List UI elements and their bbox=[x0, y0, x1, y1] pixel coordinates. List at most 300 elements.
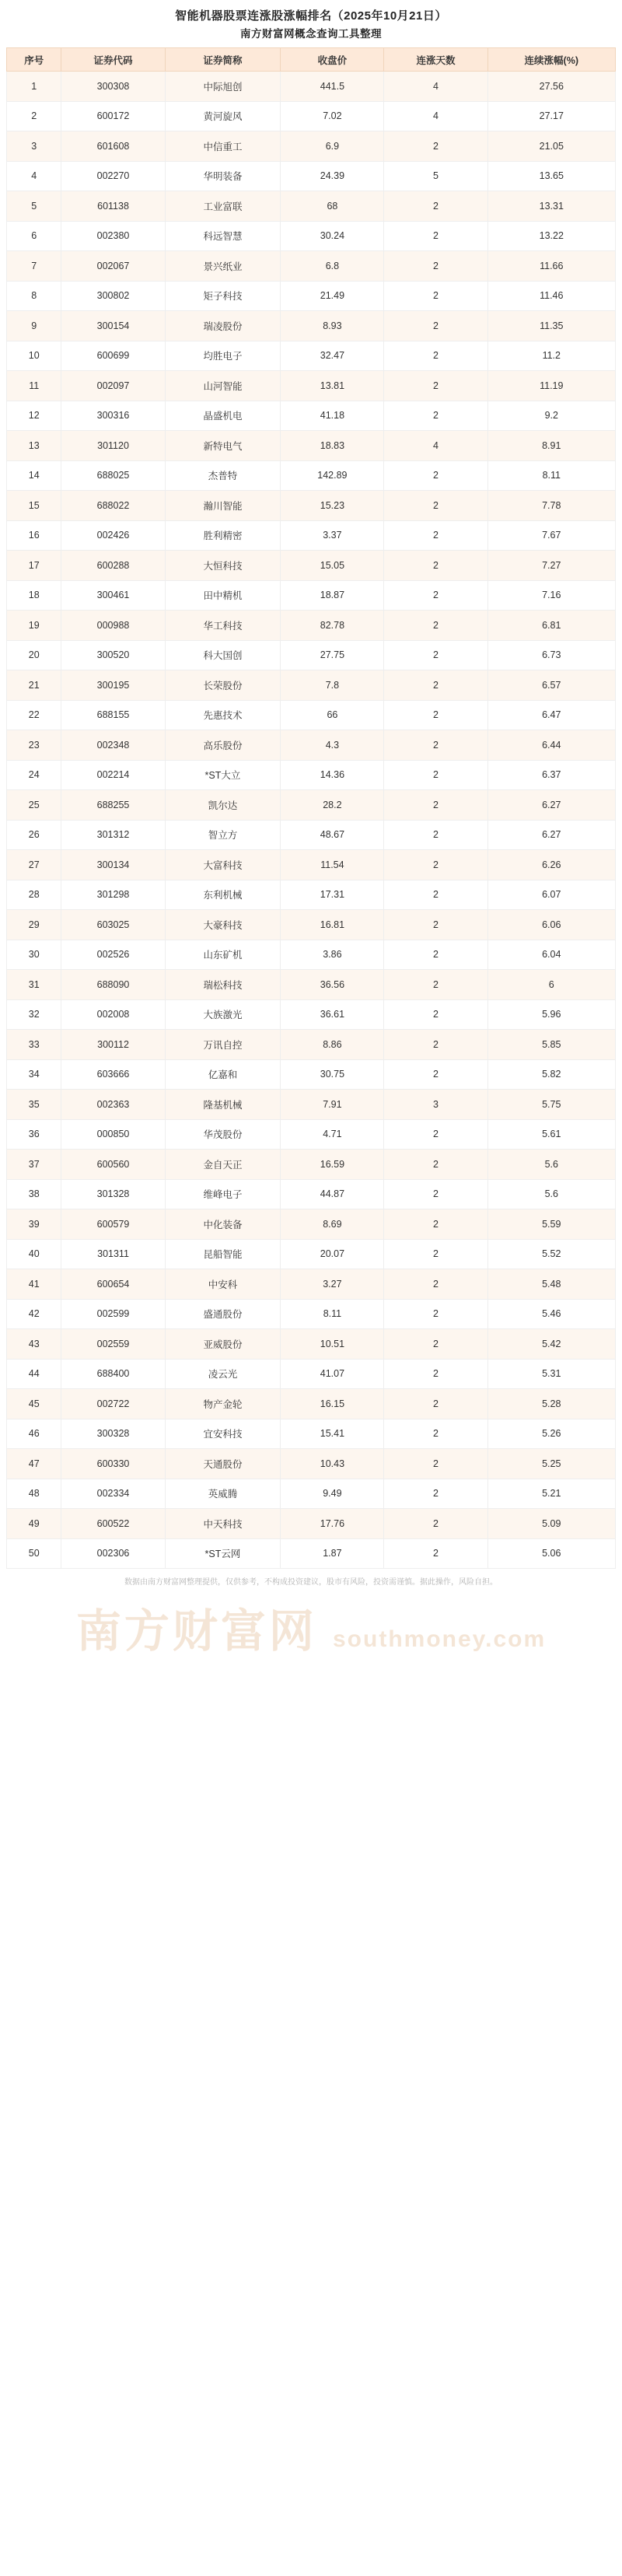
cell-index: 47 bbox=[7, 1449, 61, 1479]
cell-up-days: 2 bbox=[384, 491, 487, 521]
cell-up-days: 2 bbox=[384, 1509, 487, 1539]
table-row bbox=[7, 1269, 616, 1300]
cell-name: 中化装备 bbox=[165, 1209, 281, 1240]
cell-index: 27 bbox=[7, 850, 61, 880]
cell-up-days: 2 bbox=[384, 1329, 487, 1360]
page-subtitle: 南方财富网概念查询工具整理 bbox=[240, 28, 382, 40]
cell-name: 山东矿机 bbox=[165, 940, 281, 970]
cell-close-price: 30.75 bbox=[281, 1059, 384, 1090]
cell-gain-pct: 5.52 bbox=[487, 1239, 615, 1269]
cell-close-price: 6.8 bbox=[281, 251, 384, 282]
cell-close-price: 41.07 bbox=[281, 1359, 384, 1389]
cell-name: 山河智能 bbox=[165, 371, 281, 401]
cell-code: 688155 bbox=[61, 700, 165, 730]
table-row bbox=[7, 72, 616, 102]
cell-code: 688025 bbox=[61, 460, 165, 491]
cell-index: 21 bbox=[7, 670, 61, 701]
cell-up-days: 2 bbox=[384, 910, 487, 940]
cell-index: 13 bbox=[7, 431, 61, 461]
table-row bbox=[7, 880, 616, 910]
table-row bbox=[7, 1299, 616, 1329]
table-row bbox=[7, 221, 616, 251]
cell-gain-pct: 5.06 bbox=[487, 1538, 615, 1569]
cell-code: 600172 bbox=[61, 101, 165, 131]
table-row bbox=[7, 611, 616, 641]
cell-name: 瀚川智能 bbox=[165, 491, 281, 521]
cell-close-price: 41.18 bbox=[281, 401, 384, 431]
cell-name: 瑞凌股份 bbox=[165, 311, 281, 341]
cell-up-days: 2 bbox=[384, 999, 487, 1030]
cell-close-price: 7.8 bbox=[281, 670, 384, 701]
cell-gain-pct: 7.78 bbox=[487, 491, 615, 521]
cell-index: 42 bbox=[7, 1299, 61, 1329]
cell-up-days: 2 bbox=[384, 1419, 487, 1449]
cell-index: 2 bbox=[7, 101, 61, 131]
cell-close-price: 17.31 bbox=[281, 880, 384, 910]
cell-up-days: 2 bbox=[384, 1150, 487, 1180]
cell-up-days: 4 bbox=[384, 431, 487, 461]
cell-close-price: 4.3 bbox=[281, 730, 384, 761]
table-row bbox=[7, 1209, 616, 1240]
cell-name: 胜利精密 bbox=[165, 520, 281, 551]
cell-code: 300520 bbox=[61, 640, 165, 670]
cell-code: 688400 bbox=[61, 1359, 165, 1389]
cell-code: 603666 bbox=[61, 1059, 165, 1090]
table-row bbox=[7, 820, 616, 850]
cell-gain-pct: 8.91 bbox=[487, 431, 615, 461]
cell-gain-pct: 6.73 bbox=[487, 640, 615, 670]
cell-gain-pct: 5.6 bbox=[487, 1150, 615, 1180]
cell-index: 1 bbox=[7, 72, 61, 102]
table-row bbox=[7, 131, 616, 162]
cell-up-days: 2 bbox=[384, 551, 487, 581]
cell-gain-pct: 5.75 bbox=[487, 1090, 615, 1120]
table-row bbox=[7, 520, 616, 551]
cell-name: 矩子科技 bbox=[165, 281, 281, 311]
cell-close-price: 20.07 bbox=[281, 1239, 384, 1269]
cell-close-price: 4.71 bbox=[281, 1119, 384, 1150]
cell-index: 14 bbox=[7, 460, 61, 491]
cell-gain-pct: 5.59 bbox=[487, 1209, 615, 1240]
cell-index: 29 bbox=[7, 910, 61, 940]
cell-gain-pct: 11.35 bbox=[487, 311, 615, 341]
cell-up-days: 2 bbox=[384, 221, 487, 251]
cell-name: 中信重工 bbox=[165, 131, 281, 162]
table-row bbox=[7, 850, 616, 880]
cell-up-days: 2 bbox=[384, 1239, 487, 1269]
cell-name: 天通股份 bbox=[165, 1449, 281, 1479]
cell-index: 6 bbox=[7, 221, 61, 251]
cell-gain-pct: 6.57 bbox=[487, 670, 615, 701]
column-header-index: 序号 bbox=[7, 48, 61, 72]
cell-index: 38 bbox=[7, 1179, 61, 1209]
cell-close-price: 8.86 bbox=[281, 1030, 384, 1060]
cell-gain-pct: 5.28 bbox=[487, 1389, 615, 1419]
cell-code: 002008 bbox=[61, 999, 165, 1030]
table-row bbox=[7, 1030, 616, 1060]
table-row bbox=[7, 760, 616, 790]
table-body bbox=[7, 72, 616, 1569]
cell-name: 晶盛机电 bbox=[165, 401, 281, 431]
cell-gain-pct: 6.27 bbox=[487, 790, 615, 821]
table-row bbox=[7, 251, 616, 282]
cell-up-days: 2 bbox=[384, 640, 487, 670]
cell-gain-pct: 5.61 bbox=[487, 1119, 615, 1150]
table-row bbox=[7, 970, 616, 1000]
cell-gain-pct: 8.11 bbox=[487, 460, 615, 491]
cell-name: 长荣股份 bbox=[165, 670, 281, 701]
cell-gain-pct: 27.17 bbox=[487, 101, 615, 131]
table-row bbox=[7, 1150, 616, 1180]
cell-name: 英威腾 bbox=[165, 1479, 281, 1509]
cell-code: 002380 bbox=[61, 221, 165, 251]
cell-close-price: 3.27 bbox=[281, 1269, 384, 1300]
cell-code: 600699 bbox=[61, 341, 165, 371]
cell-close-price: 18.83 bbox=[281, 431, 384, 461]
cell-close-price: 24.39 bbox=[281, 161, 384, 191]
cell-close-price: 3.37 bbox=[281, 520, 384, 551]
cell-name: 维峰电子 bbox=[165, 1179, 281, 1209]
cell-gain-pct: 13.65 bbox=[487, 161, 615, 191]
cell-gain-pct: 6.26 bbox=[487, 850, 615, 880]
cell-name: 凯尔达 bbox=[165, 790, 281, 821]
cell-gain-pct: 6.37 bbox=[487, 760, 615, 790]
cell-up-days: 2 bbox=[384, 1449, 487, 1479]
cell-close-price: 16.81 bbox=[281, 910, 384, 940]
cell-index: 48 bbox=[7, 1479, 61, 1509]
table-row bbox=[7, 161, 616, 191]
cell-index: 23 bbox=[7, 730, 61, 761]
cell-code: 002214 bbox=[61, 760, 165, 790]
cell-gain-pct: 6.07 bbox=[487, 880, 615, 910]
cell-code: 688022 bbox=[61, 491, 165, 521]
cell-index: 41 bbox=[7, 1269, 61, 1300]
cell-name: 新特电气 bbox=[165, 431, 281, 461]
cell-gain-pct: 5.09 bbox=[487, 1509, 615, 1539]
cell-gain-pct: 6.47 bbox=[487, 700, 615, 730]
cell-code: 002526 bbox=[61, 940, 165, 970]
cell-up-days: 2 bbox=[384, 1119, 487, 1150]
table-row bbox=[7, 730, 616, 761]
cell-index: 33 bbox=[7, 1030, 61, 1060]
cell-close-price: 82.78 bbox=[281, 611, 384, 641]
cell-index: 8 bbox=[7, 281, 61, 311]
cell-close-price: 7.91 bbox=[281, 1090, 384, 1120]
cell-index: 18 bbox=[7, 580, 61, 611]
cell-name: 凌云光 bbox=[165, 1359, 281, 1389]
cell-index: 3 bbox=[7, 131, 61, 162]
table-row bbox=[7, 191, 616, 222]
cell-code: 002426 bbox=[61, 520, 165, 551]
cell-code: 002270 bbox=[61, 161, 165, 191]
cell-index: 5 bbox=[7, 191, 61, 222]
cell-index: 36 bbox=[7, 1119, 61, 1150]
cell-index: 11 bbox=[7, 371, 61, 401]
cell-up-days: 2 bbox=[384, 820, 487, 850]
cell-code: 300134 bbox=[61, 850, 165, 880]
table-row bbox=[7, 491, 616, 521]
cell-close-price: 15.23 bbox=[281, 491, 384, 521]
cell-close-price: 17.76 bbox=[281, 1509, 384, 1539]
cell-gain-pct: 6.06 bbox=[487, 910, 615, 940]
watermark bbox=[0, 1594, 622, 1660]
cell-name: 亚威股份 bbox=[165, 1329, 281, 1360]
cell-name: 工业富联 bbox=[165, 191, 281, 222]
watermark-text: 南方财富网 bbox=[75, 1606, 317, 1657]
cell-code: 600560 bbox=[61, 1150, 165, 1180]
cell-up-days: 2 bbox=[384, 1479, 487, 1509]
cell-index: 30 bbox=[7, 940, 61, 970]
cell-gain-pct: 5.82 bbox=[487, 1059, 615, 1090]
cell-up-days: 2 bbox=[384, 880, 487, 910]
cell-index: 45 bbox=[7, 1389, 61, 1419]
cell-gain-pct: 11.66 bbox=[487, 251, 615, 282]
cell-up-days: 4 bbox=[384, 101, 487, 131]
cell-code: 300154 bbox=[61, 311, 165, 341]
cell-name: 大富科技 bbox=[165, 850, 281, 880]
cell-gain-pct: 6 bbox=[487, 970, 615, 1000]
cell-close-price: 7.02 bbox=[281, 101, 384, 131]
cell-name: 宜安科技 bbox=[165, 1419, 281, 1449]
cell-close-price: 30.24 bbox=[281, 221, 384, 251]
cell-up-days: 2 bbox=[384, 311, 487, 341]
table-row bbox=[7, 1090, 616, 1120]
cell-gain-pct: 5.42 bbox=[487, 1329, 615, 1360]
cell-code: 002306 bbox=[61, 1538, 165, 1569]
table-row bbox=[7, 311, 616, 341]
cell-up-days: 2 bbox=[384, 191, 487, 222]
cell-name: 大恒科技 bbox=[165, 551, 281, 581]
cell-close-price: 66 bbox=[281, 700, 384, 730]
page-title: 智能机器股票连涨股涨幅排名（2025年10月21日） bbox=[175, 9, 447, 23]
cell-index: 26 bbox=[7, 820, 61, 850]
column-header-close-price: 收盘价 bbox=[281, 48, 384, 72]
cell-up-days: 2 bbox=[384, 970, 487, 1000]
table-container bbox=[0, 47, 622, 1569]
cell-code: 300328 bbox=[61, 1419, 165, 1449]
cell-close-price: 68 bbox=[281, 191, 384, 222]
cell-close-price: 13.81 bbox=[281, 371, 384, 401]
cell-close-price: 15.41 bbox=[281, 1419, 384, 1449]
cell-close-price: 8.11 bbox=[281, 1299, 384, 1329]
cell-name: 田中精机 bbox=[165, 580, 281, 611]
cell-index: 28 bbox=[7, 880, 61, 910]
cell-name: 昆船智能 bbox=[165, 1239, 281, 1269]
table-header-row bbox=[7, 48, 616, 72]
cell-name: 中际旭创 bbox=[165, 72, 281, 102]
cell-gain-pct: 21.05 bbox=[487, 131, 615, 162]
table-row bbox=[7, 341, 616, 371]
cell-up-days: 2 bbox=[384, 1179, 487, 1209]
cell-up-days: 2 bbox=[384, 460, 487, 491]
cell-close-price: 10.51 bbox=[281, 1329, 384, 1360]
cell-close-price: 28.2 bbox=[281, 790, 384, 821]
cell-index: 44 bbox=[7, 1359, 61, 1389]
cell-code: 301312 bbox=[61, 820, 165, 850]
cell-name: 中安科 bbox=[165, 1269, 281, 1300]
cell-name: 华明装备 bbox=[165, 161, 281, 191]
cell-code: 002348 bbox=[61, 730, 165, 761]
cell-close-price: 11.54 bbox=[281, 850, 384, 880]
cell-gain-pct: 5.48 bbox=[487, 1269, 615, 1300]
cell-up-days: 2 bbox=[384, 520, 487, 551]
cell-close-price: 36.56 bbox=[281, 970, 384, 1000]
cell-name: 万讯自控 bbox=[165, 1030, 281, 1060]
column-header-up-days: 连涨天数 bbox=[384, 48, 487, 72]
cell-close-price: 3.86 bbox=[281, 940, 384, 970]
table-row bbox=[7, 401, 616, 431]
cell-up-days: 2 bbox=[384, 1538, 487, 1569]
cell-gain-pct: 13.22 bbox=[487, 221, 615, 251]
cell-up-days: 2 bbox=[384, 790, 487, 821]
cell-code: 300308 bbox=[61, 72, 165, 102]
table-row bbox=[7, 1419, 616, 1449]
cell-code: 600288 bbox=[61, 551, 165, 581]
cell-close-price: 21.49 bbox=[281, 281, 384, 311]
cell-index: 24 bbox=[7, 760, 61, 790]
column-header-gain-pct: 连续涨幅(%) bbox=[487, 48, 615, 72]
page-footer: 数据由南方财富网整理提供，仅供参考，不构成投资建议，股市有风险，投资需谨慎。据此操作，风险自担。 bbox=[124, 1578, 498, 1587]
cell-gain-pct: 9.2 bbox=[487, 401, 615, 431]
table-row bbox=[7, 700, 616, 730]
cell-gain-pct: 11.46 bbox=[487, 281, 615, 311]
cell-code: 600330 bbox=[61, 1449, 165, 1479]
cell-gain-pct: 5.85 bbox=[487, 1030, 615, 1060]
table-row bbox=[7, 1538, 616, 1569]
cell-code: 601608 bbox=[61, 131, 165, 162]
cell-up-days: 2 bbox=[384, 251, 487, 282]
cell-index: 50 bbox=[7, 1538, 61, 1569]
cell-name: 均胜电子 bbox=[165, 341, 281, 371]
cell-close-price: 10.43 bbox=[281, 1449, 384, 1479]
table-head bbox=[7, 48, 616, 72]
cell-name: *ST云网 bbox=[165, 1538, 281, 1569]
cell-gain-pct: 6.04 bbox=[487, 940, 615, 970]
table-row bbox=[7, 790, 616, 821]
cell-index: 10 bbox=[7, 341, 61, 371]
cell-gain-pct: 5.26 bbox=[487, 1419, 615, 1449]
cell-up-days: 2 bbox=[384, 760, 487, 790]
cell-index: 19 bbox=[7, 611, 61, 641]
cell-code: 002097 bbox=[61, 371, 165, 401]
cell-close-price: 32.47 bbox=[281, 341, 384, 371]
cell-gain-pct: 11.2 bbox=[487, 341, 615, 371]
cell-name: 大族激光 bbox=[165, 999, 281, 1030]
cell-name: 先惠技术 bbox=[165, 700, 281, 730]
cell-name: 科大国创 bbox=[165, 640, 281, 670]
table-row bbox=[7, 1359, 616, 1389]
cell-gain-pct: 13.31 bbox=[487, 191, 615, 222]
cell-gain-pct: 7.67 bbox=[487, 520, 615, 551]
cell-close-price: 6.9 bbox=[281, 131, 384, 162]
cell-name: *ST大立 bbox=[165, 760, 281, 790]
cell-name: 华茂股份 bbox=[165, 1119, 281, 1150]
cell-close-price: 8.93 bbox=[281, 311, 384, 341]
table-row bbox=[7, 1389, 616, 1419]
table-row bbox=[7, 1179, 616, 1209]
cell-code: 301120 bbox=[61, 431, 165, 461]
cell-gain-pct: 6.27 bbox=[487, 820, 615, 850]
cell-gain-pct: 5.31 bbox=[487, 1359, 615, 1389]
table-row bbox=[7, 580, 616, 611]
cell-code: 002334 bbox=[61, 1479, 165, 1509]
cell-index: 16 bbox=[7, 520, 61, 551]
cell-up-days: 2 bbox=[384, 850, 487, 880]
cell-index: 46 bbox=[7, 1419, 61, 1449]
cell-close-price: 27.75 bbox=[281, 640, 384, 670]
column-header-name: 证券简称 bbox=[165, 48, 281, 72]
table-row bbox=[7, 1059, 616, 1090]
cell-gain-pct: 11.19 bbox=[487, 371, 615, 401]
cell-close-price: 1.87 bbox=[281, 1538, 384, 1569]
cell-up-days: 3 bbox=[384, 1090, 487, 1120]
table-row bbox=[7, 1449, 616, 1479]
cell-gain-pct: 7.27 bbox=[487, 551, 615, 581]
cell-gain-pct: 6.81 bbox=[487, 611, 615, 641]
cell-up-days: 2 bbox=[384, 940, 487, 970]
cell-gain-pct: 5.6 bbox=[487, 1179, 615, 1209]
cell-code: 002559 bbox=[61, 1329, 165, 1360]
cell-code: 300195 bbox=[61, 670, 165, 701]
cell-code: 600522 bbox=[61, 1509, 165, 1539]
cell-code: 000988 bbox=[61, 611, 165, 641]
cell-index: 43 bbox=[7, 1329, 61, 1360]
cell-up-days: 2 bbox=[384, 1389, 487, 1419]
cell-gain-pct: 7.16 bbox=[487, 580, 615, 611]
cell-close-price: 441.5 bbox=[281, 72, 384, 102]
column-header-code: 证券代码 bbox=[61, 48, 165, 72]
cell-close-price: 15.05 bbox=[281, 551, 384, 581]
table-row bbox=[7, 1479, 616, 1509]
cell-index: 7 bbox=[7, 251, 61, 282]
cell-up-days: 2 bbox=[384, 670, 487, 701]
cell-up-days: 2 bbox=[384, 131, 487, 162]
cell-index: 40 bbox=[7, 1239, 61, 1269]
table-row bbox=[7, 371, 616, 401]
cell-code: 600579 bbox=[61, 1209, 165, 1240]
cell-close-price: 48.67 bbox=[281, 820, 384, 850]
cell-name: 黄河旋风 bbox=[165, 101, 281, 131]
cell-index: 17 bbox=[7, 551, 61, 581]
cell-name: 智立方 bbox=[165, 820, 281, 850]
cell-close-price: 44.87 bbox=[281, 1179, 384, 1209]
cell-name: 亿嘉和 bbox=[165, 1059, 281, 1090]
table-row bbox=[7, 281, 616, 311]
cell-up-days: 4 bbox=[384, 72, 487, 102]
cell-name: 中天科技 bbox=[165, 1509, 281, 1539]
cell-code: 002722 bbox=[61, 1389, 165, 1419]
ranking-table bbox=[6, 47, 616, 1569]
cell-index: 34 bbox=[7, 1059, 61, 1090]
table-row bbox=[7, 1119, 616, 1150]
cell-code: 002599 bbox=[61, 1299, 165, 1329]
cell-up-days: 2 bbox=[384, 1209, 487, 1240]
table-row bbox=[7, 910, 616, 940]
cell-up-days: 2 bbox=[384, 730, 487, 761]
cell-close-price: 8.69 bbox=[281, 1209, 384, 1240]
cell-name: 杰普特 bbox=[165, 460, 281, 491]
cell-code: 603025 bbox=[61, 910, 165, 940]
cell-index: 37 bbox=[7, 1150, 61, 1180]
cell-name: 科远智慧 bbox=[165, 221, 281, 251]
table-row bbox=[7, 431, 616, 461]
cell-code: 300316 bbox=[61, 401, 165, 431]
cell-index: 12 bbox=[7, 401, 61, 431]
cell-name: 景兴纸业 bbox=[165, 251, 281, 282]
cell-name: 瑞松科技 bbox=[165, 970, 281, 1000]
cell-up-days: 2 bbox=[384, 1059, 487, 1090]
cell-gain-pct: 27.56 bbox=[487, 72, 615, 102]
